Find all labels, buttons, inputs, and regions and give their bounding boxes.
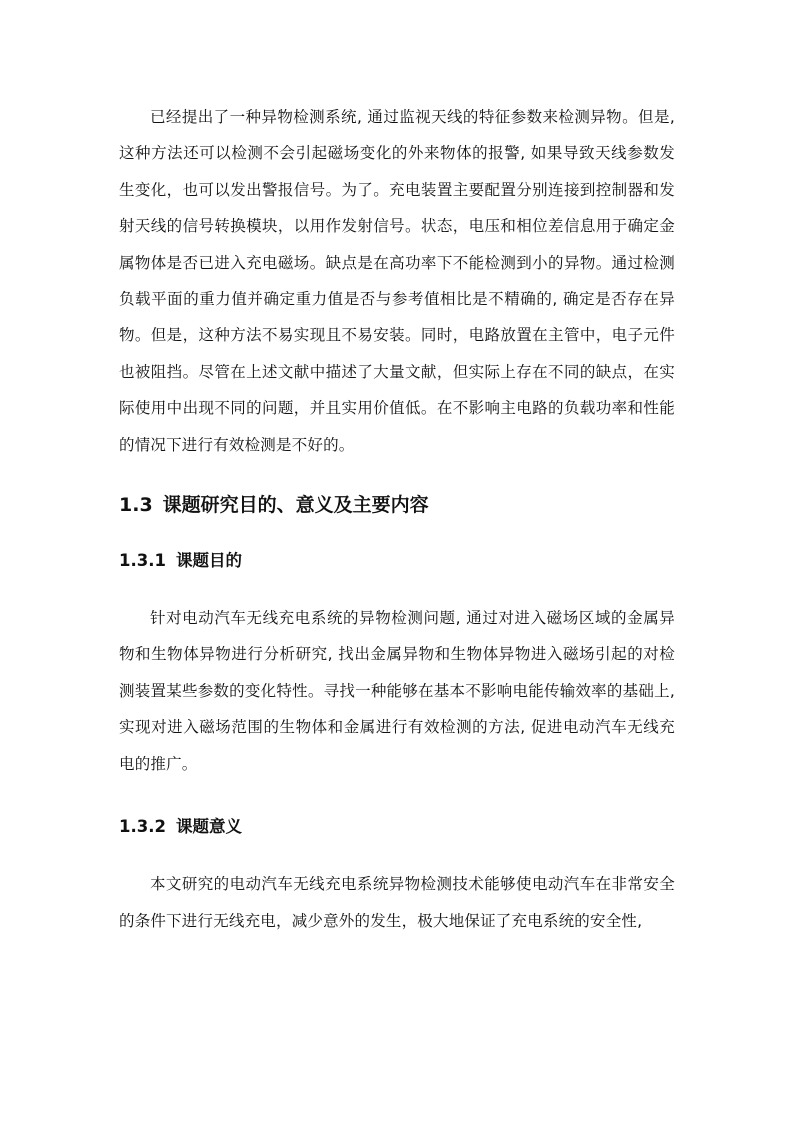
section-heading bbox=[119, 491, 675, 519]
subsection-number: 1.3.2 bbox=[119, 817, 166, 837]
document-page bbox=[119, 99, 675, 939]
subsection-heading bbox=[119, 549, 675, 573]
subsection-title: 课题目的 bbox=[175, 551, 242, 571]
section-title: 课题研究目的、意义及主要内容 bbox=[162, 494, 429, 517]
body-paragraph: 本文研究的电动汽车无线充电系统异物检测技术能够使电动汽车在非常安全的条件下进行无线充电，减少意外的发生，极大地保证了充电系统的安全性, bbox=[119, 875, 675, 930]
subsection-heading bbox=[119, 815, 675, 839]
subsection-title: 课题意义 bbox=[175, 817, 242, 837]
body-paragraph: 已经提出了一种异物检测系统, 通过监视天线的特征参数来检测异物。但是,这种方法还可以检测不会引起磁场变化的外来物体的报警, 如果导致天线参数发生变化，也可以发出警报信号。为了。充电装置主要配置分别连接到控制器和发射天线的信号转换模块，以用作发射信号。状态，电压和相位差信息用于确定金属物体是否已进入充电磁场。缺点是在高功率下不能检测到小的异物。通过检测负载平面的重力值并确定重力值是否与参考值相比是不精确的, 确定是否存在异物。但是，这种方法不易实现且不易安装。同时，电路放置在主管中，电子元件也被阻挡。尽管在上述文献中描述了大量文献，但实际上存在不同的缺点，在实际使用中出现不同的问题，并且实用价值低。在不影响主电路的负载功率和性能的情况下进行有效检测是不好的。 bbox=[119, 108, 675, 454]
subsection-number: 1.3.1 bbox=[119, 551, 166, 571]
body-paragraph: 针对电动汽车无线充电系统的异物检测问题, 通过对进入磁场区域的金属异物和生物体异物进行分析研究, 找出金属异物和生物体异物进入磁场引起的对检测装置某些参数的变化特性。寻找一种能够在基本不影响电能传输效率的基础上,实现对进入磁场范围的生物体和金属进行有效检测的方法, 促进电动汽车无线充电的推广。 bbox=[119, 609, 675, 773]
section-number: 1.3 bbox=[119, 494, 153, 517]
